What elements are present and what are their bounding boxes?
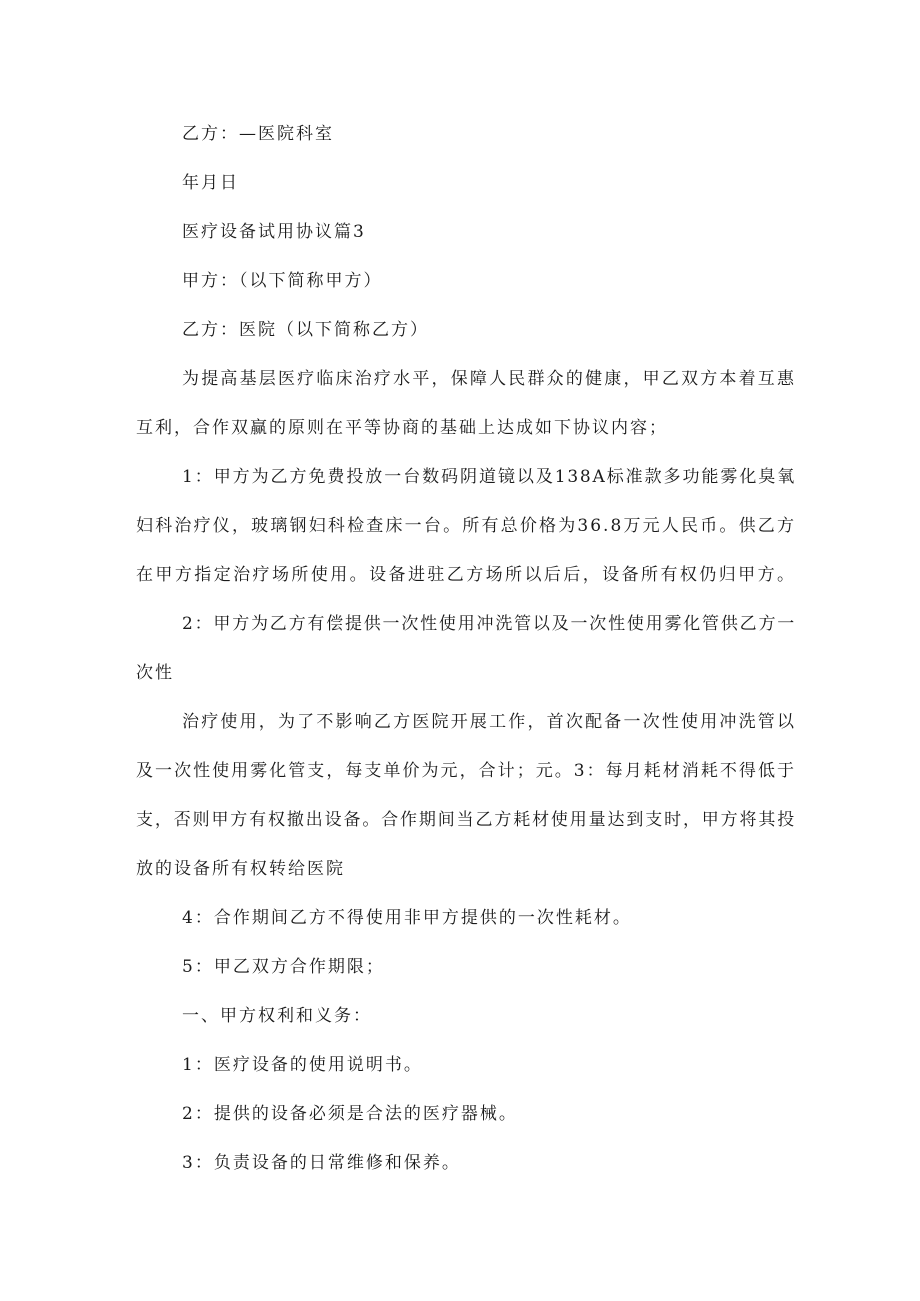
party-a-item-1: 1：医疗设备的使用说明书。 [182, 1055, 423, 1075]
section-heading-party-a-rights: 一、甲方权利和义务： [182, 1006, 372, 1026]
preamble-line-2: 互利，合作双赢的原则在平等协商的基础上达成如下协议内容； [136, 418, 668, 438]
usage-line-4: 放的设备所有权转给医院 [136, 859, 345, 879]
clause-2-line-2: 次性 [136, 663, 174, 683]
party-a-line: 甲方：（以下简称甲方） [182, 271, 383, 291]
agreement-title: 医疗设备试用协议篇3 [182, 222, 366, 242]
date-line: 年月日 [182, 173, 239, 193]
usage-line-2: 及一次性使用雾化管支，每支单价为元，合计；元。3：每月耗材消耗不得低于 [136, 761, 796, 781]
clause-1-line-1: 1：甲方为乙方免费投放一台数码阴道镜以及138A标准款多功能雾化臭氧 [182, 467, 796, 487]
clause-1-line-2: 妇科治疗仪，玻璃钢妇科检查床一台。所有总价格为36.8万元人民币。供乙方 [136, 516, 796, 536]
clause-1-line-3: 在甲方指定治疗场所使用。设备进驻乙方场所以后后，设备所有权仍归甲方。 [136, 565, 796, 585]
usage-line-3: 支，否则甲方有权撤出设备。合作期间当乙方耗材使用量达到支时，甲方将其投 [136, 810, 796, 830]
party-a-item-2: 2：提供的设备必须是合法的医疗器械。 [182, 1104, 518, 1124]
clause-5: 5：甲乙双方合作期限； [182, 957, 385, 977]
preamble-line-1: 为提高基层医疗临床治疗水平，保障人民群众的健康，甲乙双方本着互惠 [182, 369, 796, 389]
usage-line-1: 治疗使用，为了不影响乙方医院开展工作，首次配备一次性使用冲洗管以 [182, 712, 796, 732]
clause-2-line-1: 2：甲方为乙方有偿提供一次性使用冲洗管以及一次性使用雾化管供乙方一 [182, 614, 796, 634]
party-b-department-line: 乙方：—医院科室 [182, 124, 334, 144]
party-a-item-3: 3：负责设备的日常维修和保养。 [182, 1153, 461, 1173]
clause-4: 4：合作期间乙方不得使用非甲方提供的一次性耗材。 [182, 908, 632, 928]
party-b-line: 乙方：医院（以下简称乙方） [182, 320, 429, 340]
